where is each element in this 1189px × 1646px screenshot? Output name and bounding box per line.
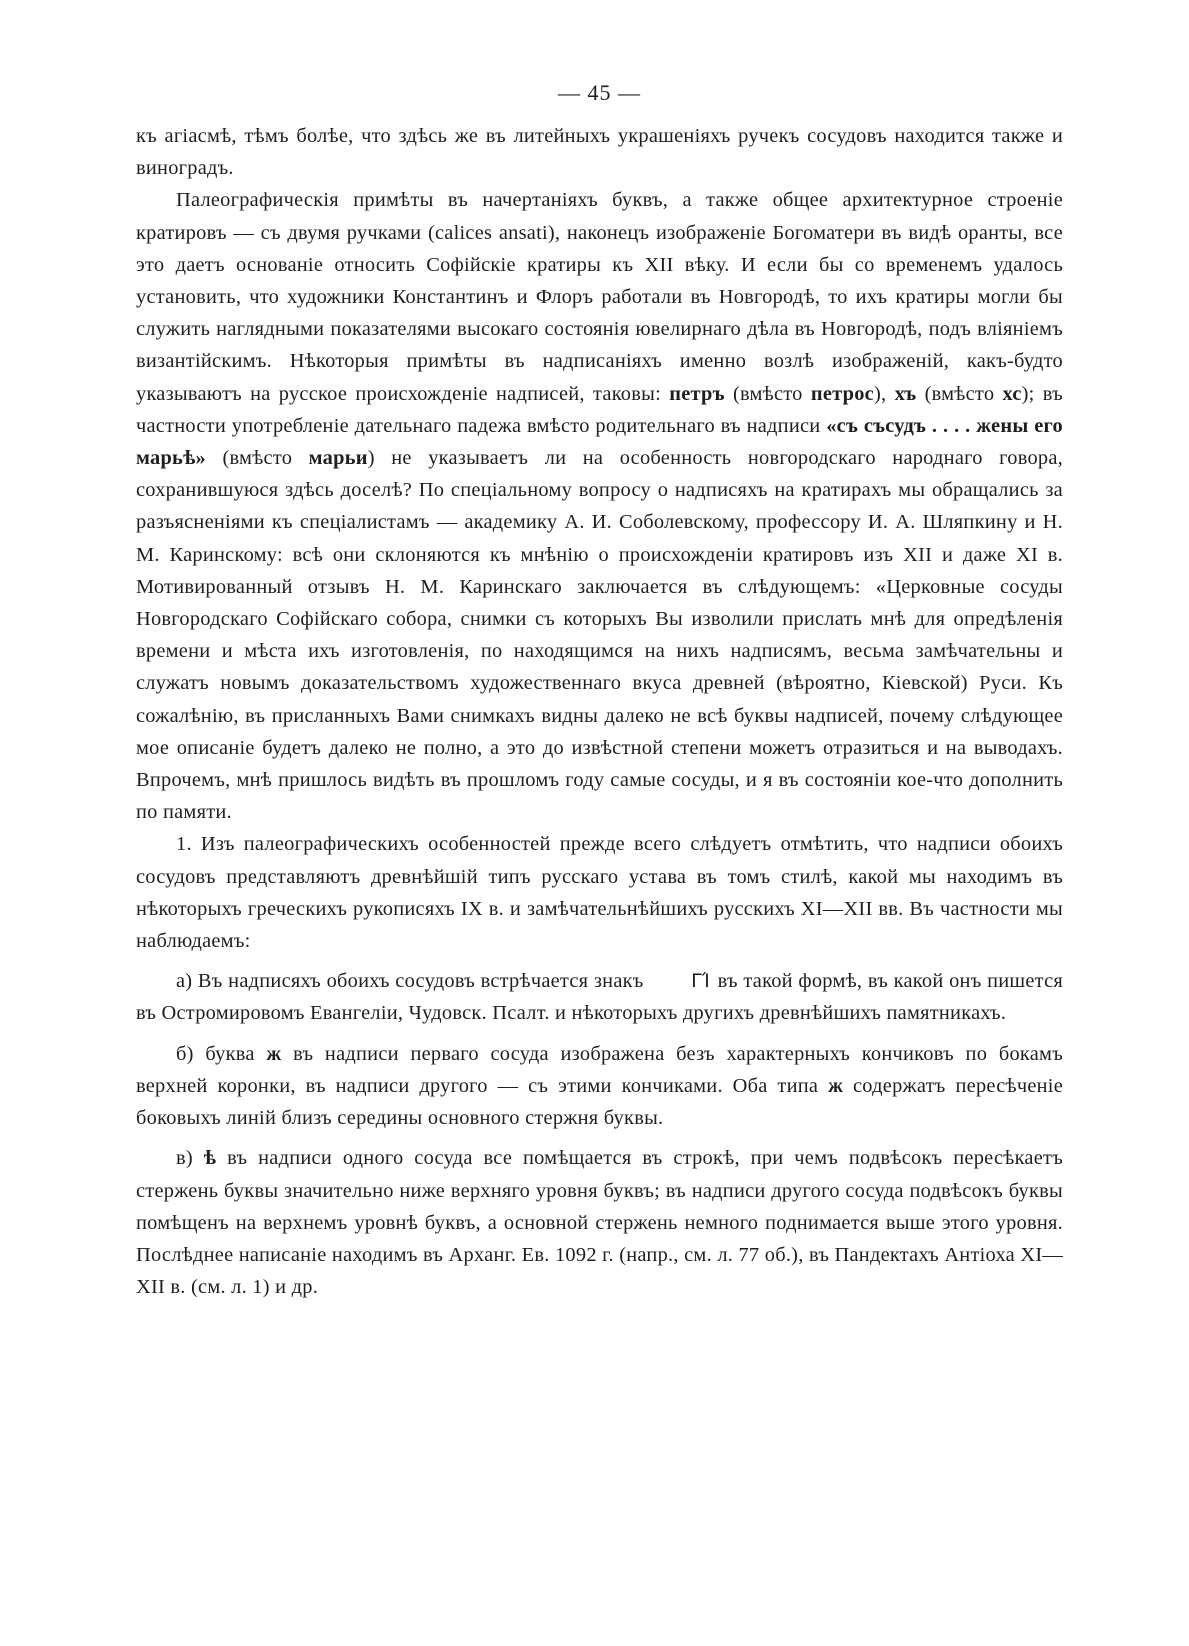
text-run: (вмѣсто xyxy=(916,382,1003,405)
text-run: (вмѣсто xyxy=(206,447,309,470)
text-run: Палеографическія примѣты въ начертаніяхъ буквъ, а также общее архитектурное строеніе кратировъ — съ двумя ручками (calices ansati), наконецъ изображеніе Богоматери въ видѣ оранты, все это даетъ основаніе относить Софійскіе кратиры къ XII вѣку. И если бы со временемъ удалось установить, что художники Константинъ и Флоръ работали въ Новгородѣ, то ихъ кратиры могли бы служить наглядными показателями высокаго состоянія ювелирнаго дѣла въ Новгородѣ, подъ вліяніемъ византійскимъ. Нѣкоторыя примѣты въ надписаніяхъ именно возлѣ изображеній, какъ-будто указываютъ на русское происхожденіе надписей, таковы: xyxy=(136,189,1063,405)
inscription-word: петръ xyxy=(669,382,725,405)
inscription-word: хс xyxy=(1002,382,1022,405)
paragraph-paleography xyxy=(136,184,1063,828)
letter-yat: ѣ xyxy=(203,1147,217,1170)
text-run: въ надписи перваго сосуда изображена безъ характерныхъ кончиковъ по бокамъ верхней коронки, въ надписи другого — съ этими кончиками. Оба типа xyxy=(136,1042,1063,1097)
text-run: 1. Изъ палеографическихъ особенностей прежде всего слѣдуетъ отмѣтить, что надписи обоихъ сосудовъ представляютъ древнѣйшій типъ русскаго устава въ томъ стилѣ, какой мы находимъ въ нѣкоторыхъ греческихъ рукописяхъ IX в. и замѣчательнѣйшихъ русскихъ XI—XII вв. Въ частности мы наблюдаемъ: xyxy=(136,833,1063,953)
text-run: въ такой формѣ, въ какой онъ пишется въ Остромировомъ Евангеліи, Чудовск. Псалт. и нѣкоторыхъ другихъ древнѣйшихъ памятникахъ. xyxy=(136,970,1064,1025)
paragraph-point-b xyxy=(136,1038,1063,1135)
letter-zhe: ж xyxy=(828,1074,844,1097)
text-run: б) буква xyxy=(176,1042,267,1065)
inscription-word: марьи xyxy=(308,447,368,470)
paragraph-point-v xyxy=(136,1142,1063,1303)
page-number: — 45 — xyxy=(558,80,641,105)
inscription-word: хъ xyxy=(894,382,917,405)
text-run: содержатъ пересѣченіе боковыхъ линій близъ середины основного стержня буквы. xyxy=(136,1074,1063,1130)
inscription-phrase: «съ съсудъ . . . . жены его марьѣ» xyxy=(136,414,1063,470)
text-run: (вмѣсто xyxy=(724,382,811,405)
paragraph-continuation xyxy=(136,120,1063,184)
text-run: ); въ частности употребленіе дательнаго падежа вмѣсто родительнаго въ надписи xyxy=(136,382,1063,437)
text-run: а) Въ надписяхъ обоихъ сосудовъ встрѣчается знакъ xyxy=(176,970,650,993)
text-run: къ агіасмѣ, тѣмъ болѣе, что здѣсь же въ литейныхъ украшеніяхъ ручекъ сосудовъ находится также и виноградъ. xyxy=(136,125,1063,180)
text-run: ), xyxy=(873,382,895,405)
text-run: ) не указываетъ ли на особенность новгородскаго народнаго говора, сохранившуюся здѣсь доселѣ? По спеціальному вопросу о надписяхъ на кратирахъ мы обращались за разъясненіями къ спеціалистамъ — академику А. И. Соболевскому, профессору И. А. Шляпкину и Н. М. Каринскому: всѣ они склоняются къ мнѣнію о происхожденіи кратировъ изъ XII и даже XI в. Мотивированный отзывъ Н. М. Каринскаго заключается въ слѣдующемъ: «Церковные сосуды Новгородскаго Софійскаго собора, снимки съ которыхъ Вы изволили прислать мнѣ для опредѣленія времени и мѣста ихъ изготовленія, по находящимся на нихъ надписямъ, весьма замѣчательны и служатъ новымъ доказательствомъ художественнаго вкуса древней (вѣроятно, Кіевской) Руси. Къ сожалѣнію, въ присланныхъ Вами снимкахъ видны далеко не всѣ буквы надписей, почему слѣдующее мое описаніе будетъ далеко не полно, а это до извѣстной степени можетъ отразиться и на выводахъ. Впрочемъ, мнѣ пришлось видѣть въ прошломъ году самые сосуды, и я въ состояніи кое-что дополнить по памяти. xyxy=(136,447,1063,824)
paragraph-point-1 xyxy=(136,828,1063,957)
letter-zhe: ж xyxy=(266,1042,282,1065)
text-run: въ надписи одного сосуда все помѣщается въ строкѣ, при чемъ подвѣсокъ пересѣкаетъ стержень буквы значительно ниже верхняго уровня буквъ; въ надписи другого сосуда подвѣсокъ буквы помѣщенъ на верхнемъ уровнѣ буквъ, а основной стержень немного поднимается выше этого уровня. Послѣднее написаніе находимъ въ Арханг. Ев. 1092 г. (напр., см. л. 77 об.), въ Пандектахъ Антіоха XI—XII в. (см. л. 1) и др. xyxy=(136,1147,1063,1299)
paragraph-point-a xyxy=(136,965,1063,1029)
abbreviation-sign-icon: ΓΊ xyxy=(691,970,711,993)
text-run xyxy=(661,383,669,405)
inscription-word: петрос xyxy=(810,382,874,405)
text-run: в) xyxy=(176,1147,204,1170)
